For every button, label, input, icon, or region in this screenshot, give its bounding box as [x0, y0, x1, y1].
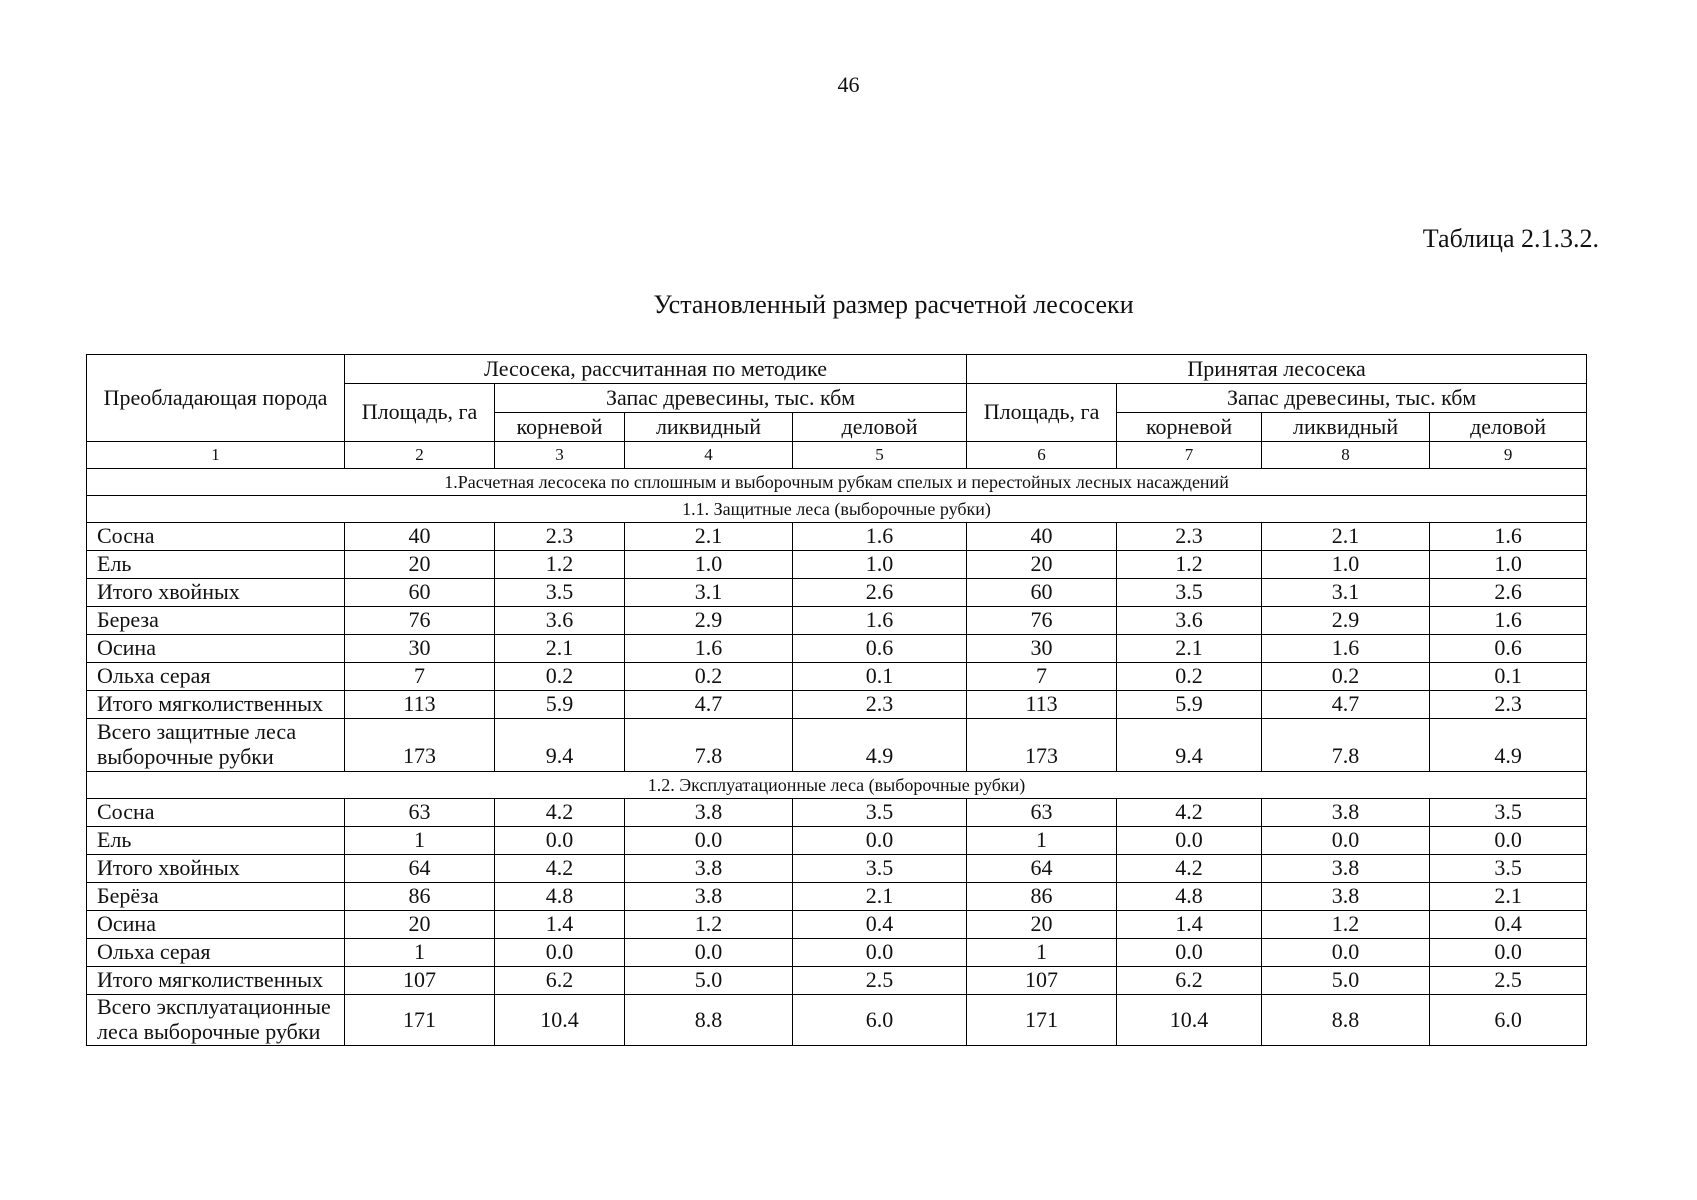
header-root-accepted: корневой [1117, 413, 1262, 442]
cell-value: 0.2 [1117, 663, 1262, 691]
cell-value: 4.2 [1117, 799, 1262, 827]
table-row [87, 523, 1587, 551]
header-group-accepted: Принятая лесосека [967, 355, 1587, 384]
cell-value: 20 [345, 551, 495, 579]
cell-value: 0.6 [793, 635, 967, 663]
row-name: Ольха серая [87, 663, 345, 691]
row-name: Итого хвойных [87, 579, 345, 607]
cell-value: 7 [345, 663, 495, 691]
cell-value: 10.4 [1117, 995, 1262, 1046]
cell-value: 0.0 [495, 939, 625, 967]
cell-value: 1.6 [1262, 635, 1430, 663]
cell-value: 0.0 [1262, 827, 1430, 855]
cell-value: 10.4 [495, 995, 625, 1046]
cell-value: 173 [967, 719, 1117, 772]
table-row [87, 551, 1587, 579]
header-species: Преобладающая порода [87, 355, 345, 442]
cell-value: 7 [967, 663, 1117, 691]
cell-value: 4.2 [1117, 855, 1262, 883]
cell-value: 3.5 [1117, 579, 1262, 607]
cell-value: 0.4 [793, 911, 967, 939]
cell-value: 1.4 [1117, 911, 1262, 939]
cell-value: 2.6 [1430, 579, 1587, 607]
cell-value: 0.1 [793, 663, 967, 691]
column-number: 3 [495, 442, 625, 469]
header-liquid-accepted: ликвидный [1262, 413, 1430, 442]
cell-value: 2.3 [1430, 691, 1587, 719]
row-name: Берёза [87, 883, 345, 911]
header-commercial-method: деловой [793, 413, 967, 442]
cell-value: 0.0 [793, 827, 967, 855]
cell-value: 2.3 [793, 691, 967, 719]
cell-value: 76 [345, 607, 495, 635]
section-exploitation-heading: 1.2. Эксплуатационные леса (выборочные рубки) [87, 772, 1587, 799]
cell-value: 2.9 [1262, 607, 1430, 635]
cell-value: 63 [967, 799, 1117, 827]
cell-value: 1.6 [1430, 523, 1587, 551]
column-number: 8 [1262, 442, 1430, 469]
cell-value: 2.1 [1117, 635, 1262, 663]
table-wrapper [86, 354, 1610, 1046]
cell-value: 5.0 [625, 967, 793, 995]
cell-value: 0.0 [1430, 939, 1587, 967]
cell-value: 4.7 [625, 691, 793, 719]
row-name: Ольха серая [87, 939, 345, 967]
table-row [87, 607, 1587, 635]
cell-value: 20 [345, 911, 495, 939]
cell-value: 3.1 [625, 579, 793, 607]
row-name: Сосна [87, 523, 345, 551]
table-label: Таблица 2.1.3.2. [1422, 224, 1599, 253]
section-main-heading: 1.Расчетная лесосека по сплошным и выборочным рубкам спелых и перестойных лесных насаждений [87, 469, 1587, 496]
column-number: 6 [967, 442, 1117, 469]
cell-value: 1.4 [495, 911, 625, 939]
cell-value: 1.0 [625, 551, 793, 579]
cell-value: 2.1 [1262, 523, 1430, 551]
cell-value: 3.8 [1262, 799, 1430, 827]
row-name: Осина [87, 911, 345, 939]
cell-value: 5.9 [495, 691, 625, 719]
table-row [87, 855, 1587, 883]
cell-value: 4.8 [1117, 883, 1262, 911]
cell-value: 107 [967, 967, 1117, 995]
protective-total-body [87, 719, 1587, 799]
row-name: Всего защитные леса выборочные рубки [87, 719, 345, 772]
table-row [87, 691, 1587, 719]
cell-value: 0.2 [495, 663, 625, 691]
cell-value: 2.1 [1430, 883, 1587, 911]
cell-value: 64 [345, 855, 495, 883]
lesoseka-table [86, 354, 1587, 1046]
cell-value: 0.4 [1430, 911, 1587, 939]
table-header [87, 355, 1587, 469]
cell-value: 4.9 [793, 719, 967, 772]
cell-value: 6.2 [495, 967, 625, 995]
header-area-accepted: Площадь, га [967, 384, 1117, 442]
protective-rows [87, 523, 1587, 719]
cell-value: 20 [967, 551, 1117, 579]
header-area-method: Площадь, га [345, 384, 495, 442]
table-body [87, 469, 1587, 523]
column-number: 5 [793, 442, 967, 469]
cell-value: 1.6 [793, 523, 967, 551]
row-name: Ель [87, 827, 345, 855]
cell-value: 8.8 [625, 995, 793, 1046]
cell-value: 0.0 [1262, 939, 1430, 967]
cell-value: 3.5 [1430, 855, 1587, 883]
cell-value: 4.9 [1430, 719, 1587, 772]
row-name: Осина [87, 635, 345, 663]
header-liquid-method: ликвидный [625, 413, 793, 442]
cell-value: 5.0 [1262, 967, 1430, 995]
cell-value: 3.5 [1430, 799, 1587, 827]
cell-value: 63 [345, 799, 495, 827]
column-number: 4 [625, 442, 793, 469]
column-number: 9 [1430, 442, 1587, 469]
cell-value: 3.5 [793, 799, 967, 827]
protective-total-row [87, 719, 1587, 772]
cell-value: 3.5 [793, 855, 967, 883]
cell-value: 30 [345, 635, 495, 663]
header-stock-method: Запас древесины, тыс. кбм [495, 384, 967, 413]
table-row [87, 663, 1587, 691]
table-row [87, 827, 1587, 855]
cell-value: 0.2 [625, 663, 793, 691]
cell-value: 6.0 [1430, 995, 1587, 1046]
cell-value: 3.8 [625, 799, 793, 827]
header-stock-accepted: Запас древесины, тыс. кбм [1117, 384, 1587, 413]
column-number: 7 [1117, 442, 1262, 469]
cell-value: 1.0 [793, 551, 967, 579]
exploitation-total-row [87, 995, 1587, 1046]
cell-value: 2.9 [625, 607, 793, 635]
header-commercial-accepted: деловой [1430, 413, 1587, 442]
cell-value: 1.2 [1117, 551, 1262, 579]
cell-value: 3.8 [625, 855, 793, 883]
cell-value: 4.7 [1262, 691, 1430, 719]
table-row [87, 799, 1587, 827]
row-name: Итого хвойных [87, 855, 345, 883]
cell-value: 9.4 [1117, 719, 1262, 772]
row-name: Всего эксплуатационные леса выборочные рубки [87, 995, 345, 1046]
cell-value: 30 [967, 635, 1117, 663]
row-name: Итого мягколиственных [87, 691, 345, 719]
cell-value: 1 [345, 827, 495, 855]
column-number-row [87, 442, 1587, 469]
cell-value: 5.9 [1117, 691, 1262, 719]
table-row [87, 911, 1587, 939]
cell-value: 1.6 [625, 635, 793, 663]
cell-value: 2.5 [793, 967, 967, 995]
cell-value: 6.0 [793, 995, 967, 1046]
row-name: Ель [87, 551, 345, 579]
cell-value: 171 [345, 995, 495, 1046]
page-number: 46 [837, 72, 860, 97]
cell-value: 0.0 [1117, 939, 1262, 967]
section-protective-heading: 1.1. Защитные леса (выборочные рубки) [87, 496, 1587, 523]
cell-value: 2.6 [793, 579, 967, 607]
cell-value: 0.0 [625, 827, 793, 855]
table-row [87, 939, 1587, 967]
cell-value: 0.0 [495, 827, 625, 855]
table-row [87, 883, 1587, 911]
cell-value: 1 [967, 827, 1117, 855]
cell-value: 7.8 [1262, 719, 1430, 772]
cell-value: 20 [967, 911, 1117, 939]
exploitation-rows [87, 799, 1587, 995]
cell-value: 3.6 [495, 607, 625, 635]
cell-value: 64 [967, 855, 1117, 883]
cell-value: 4.2 [495, 799, 625, 827]
cell-value: 173 [345, 719, 495, 772]
cell-value: 1.0 [1430, 551, 1587, 579]
row-name: Итого мягколиственных [87, 967, 345, 995]
cell-value: 1.2 [495, 551, 625, 579]
cell-value: 40 [967, 523, 1117, 551]
cell-value: 0.0 [625, 939, 793, 967]
cell-value: 8.8 [1262, 995, 1430, 1046]
cell-value: 1.2 [625, 911, 793, 939]
row-name: Сосна [87, 799, 345, 827]
cell-value: 2.1 [625, 523, 793, 551]
cell-value: 3.8 [625, 883, 793, 911]
cell-value: 86 [967, 883, 1117, 911]
cell-value: 0.2 [1262, 663, 1430, 691]
cell-value: 113 [345, 691, 495, 719]
cell-value: 4.2 [495, 855, 625, 883]
cell-value: 0.0 [1430, 827, 1587, 855]
cell-value: 1 [345, 939, 495, 967]
column-number: 1 [87, 442, 345, 469]
cell-value: 2.3 [495, 523, 625, 551]
cell-value: 171 [967, 995, 1117, 1046]
cell-value: 2.3 [1117, 523, 1262, 551]
cell-value: 9.4 [495, 719, 625, 772]
cell-value: 86 [345, 883, 495, 911]
table-row [87, 967, 1587, 995]
cell-value: 0.0 [1117, 827, 1262, 855]
cell-value: 3.8 [1262, 883, 1430, 911]
row-name: Береза [87, 607, 345, 635]
table-row [87, 635, 1587, 663]
cell-value: 6.2 [1117, 967, 1262, 995]
cell-value: 1.2 [1262, 911, 1430, 939]
table-title: Установленный размер расчетной лесосеки [653, 290, 1134, 319]
cell-value: 107 [345, 967, 495, 995]
cell-value: 76 [967, 607, 1117, 635]
cell-value: 0.0 [793, 939, 967, 967]
cell-value: 4.8 [495, 883, 625, 911]
cell-value: 7.8 [625, 719, 793, 772]
cell-value: 0.1 [1430, 663, 1587, 691]
cell-value: 3.1 [1262, 579, 1430, 607]
cell-value: 2.5 [1430, 967, 1587, 995]
cell-value: 1.6 [1430, 607, 1587, 635]
cell-value: 1.6 [793, 607, 967, 635]
header-group-method: Лесосека, рассчитанная по методике [345, 355, 967, 384]
cell-value: 1.0 [1262, 551, 1430, 579]
column-number: 2 [345, 442, 495, 469]
cell-value: 113 [967, 691, 1117, 719]
cell-value: 3.5 [495, 579, 625, 607]
cell-value: 1 [967, 939, 1117, 967]
cell-value: 60 [345, 579, 495, 607]
cell-value: 2.1 [495, 635, 625, 663]
header-root-method: корневой [495, 413, 625, 442]
cell-value: 3.8 [1262, 855, 1430, 883]
cell-value: 0.6 [1430, 635, 1587, 663]
table-row [87, 579, 1587, 607]
exploitation-total-body [87, 995, 1587, 1046]
cell-value: 3.6 [1117, 607, 1262, 635]
cell-value: 60 [967, 579, 1117, 607]
cell-value: 40 [345, 523, 495, 551]
cell-value: 2.1 [793, 883, 967, 911]
